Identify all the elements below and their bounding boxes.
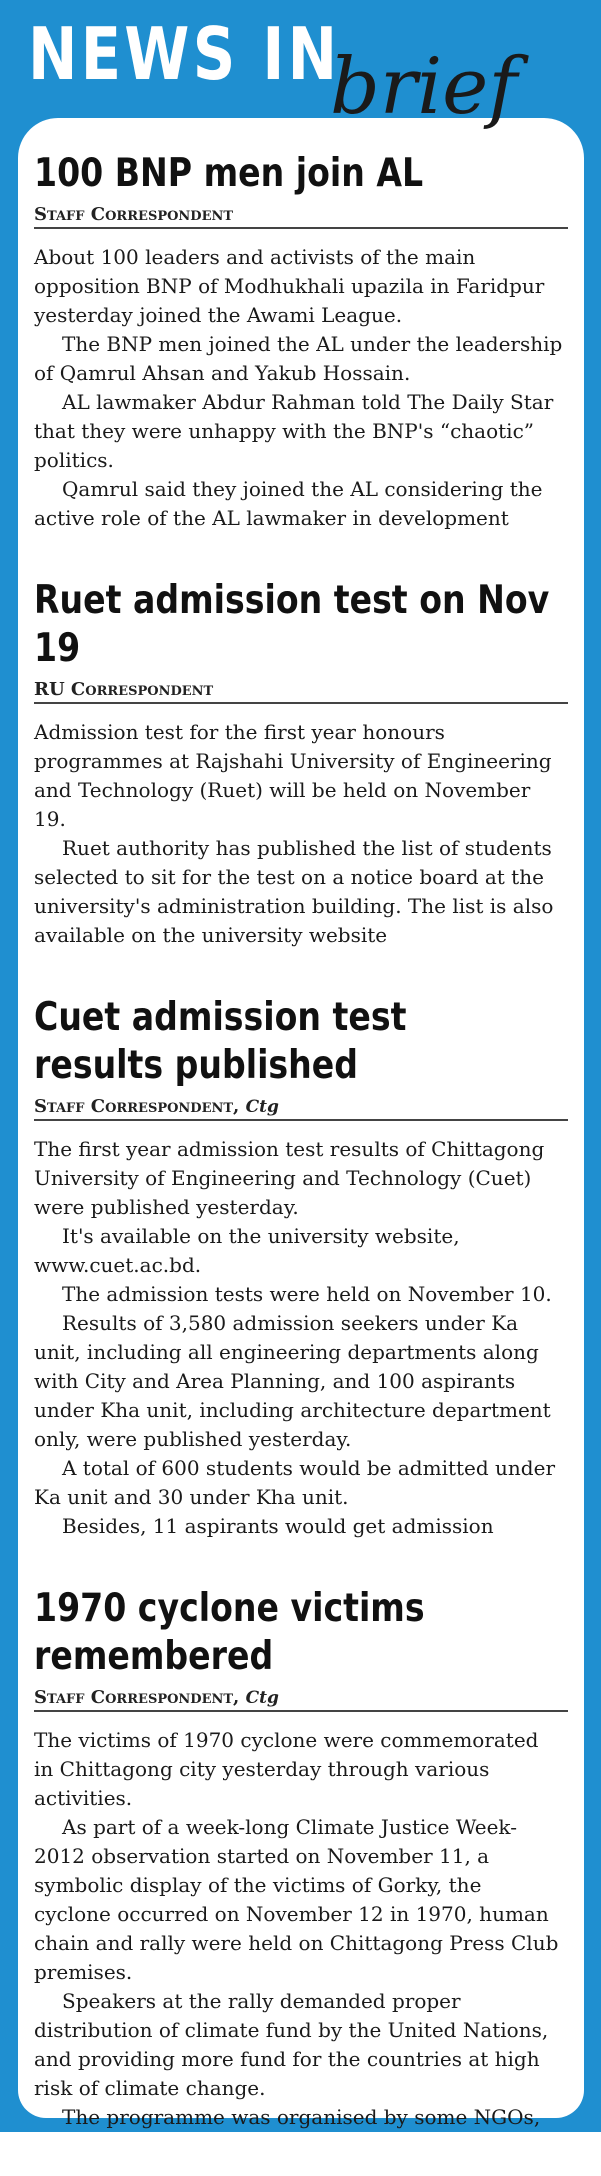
- article-byline: [34, 1687, 568, 1712]
- article-headline: Ruet admission test on Nov 19: [34, 578, 550, 671]
- byline-location: Ctg: [245, 1097, 279, 1117]
- article-paragraph: Ruet authority has published the list of students selected to sit for the test on a notice board at the university's administration building. The list is also available on the university website: [34, 836, 554, 947]
- byline-text: Staff Correspondent,: [34, 1687, 240, 1708]
- article-paragraph: The programme was organised by some NGOs,: [62, 2105, 541, 2129]
- article-paragraph: About 100 leaders and activists of the main opposition BNP of Modhukhali upazila in Faridpur yesterday joined the Awami League.: [34, 245, 545, 327]
- article-cyclone-victims: [34, 1585, 564, 2132]
- article-paragraph: Besides, 11 aspirants would get admission: [62, 1514, 494, 1538]
- articles-column: [34, 150, 564, 2176]
- article-paragraph: The first year admission test results of Chittagong University of Engineering and Technology (Cuet) were published yesterday.: [34, 1137, 545, 1219]
- article-paragraph: Qamrul said they joined the AL considering the active role of the AL lawmaker in development: [34, 477, 543, 530]
- article-paragraph: As part of a week-long Climate Justice Week-2012 observation started on November 11, a symbolic display of the victims of Gorky, the cyclone occurred on November 12 in 1970, human chain and rally were held on Chittagong Press Club premises.: [34, 1815, 559, 1984]
- article-paragraph: A total of 600 students would be admitted under Ka unit and 30 under Kha unit.: [34, 1456, 555, 1509]
- article-byline: [34, 1096, 568, 1121]
- byline-text: Staff Correspondent: [34, 204, 234, 225]
- byline-text: RU Correspondent: [34, 679, 214, 700]
- article-headline: Cuet admission test results published: [34, 995, 407, 1088]
- masthead-subtitle: brief: [330, 42, 518, 132]
- article-byline: [34, 679, 568, 704]
- article-headline: 100 BNP men join AL: [34, 151, 424, 196]
- article-paragraph: Speakers at the rally demanded proper distribution of climate fund by the United Nations, and providing more fund for the countries at high risk of climate change.: [34, 1989, 549, 2100]
- article-paragraph: AL lawmaker Abdur Rahman told The Daily Star that they were unhappy with the BNP's “chaotic” politics.: [34, 390, 554, 472]
- article-byline: [34, 204, 568, 229]
- article-paragraph: The BNP men joined the AL under the leadership of Qamrul Ahsan and Yakub Hossain.: [34, 332, 563, 385]
- byline-location: Ctg: [245, 1688, 279, 1708]
- article-paragraph: Admission test for the first year honours programmes at Rajshahi University of Engineering and Technology (Ruet) will be held on November 19.: [34, 720, 552, 831]
- byline-text: Staff Correspondent,: [34, 1096, 240, 1117]
- article-cuet-results: [34, 994, 564, 1541]
- article-paragraph: It's available on the university website, www.cuet.ac.bd.: [34, 1224, 460, 1277]
- article-paragraph: The victims of 1970 cyclone were commemorated in Chittagong city yesterday through various activities.: [34, 1728, 539, 1810]
- article-paragraph: Results of 3,580 admission seekers under Ka unit, including all engineering departments along with City and Area Planning, and 100 aspirants under Kha unit, including architecture department only, were published yesterday.: [34, 1311, 551, 1451]
- article-paragraph: The admission tests were held on November 10.: [62, 1282, 552, 1306]
- article-ruet-admission: [34, 577, 564, 950]
- article-bnp-join-al: [34, 150, 564, 533]
- article-headline: 1970 cyclone victims remembered: [34, 1586, 425, 1679]
- masthead-title: NEWS IN: [28, 12, 341, 96]
